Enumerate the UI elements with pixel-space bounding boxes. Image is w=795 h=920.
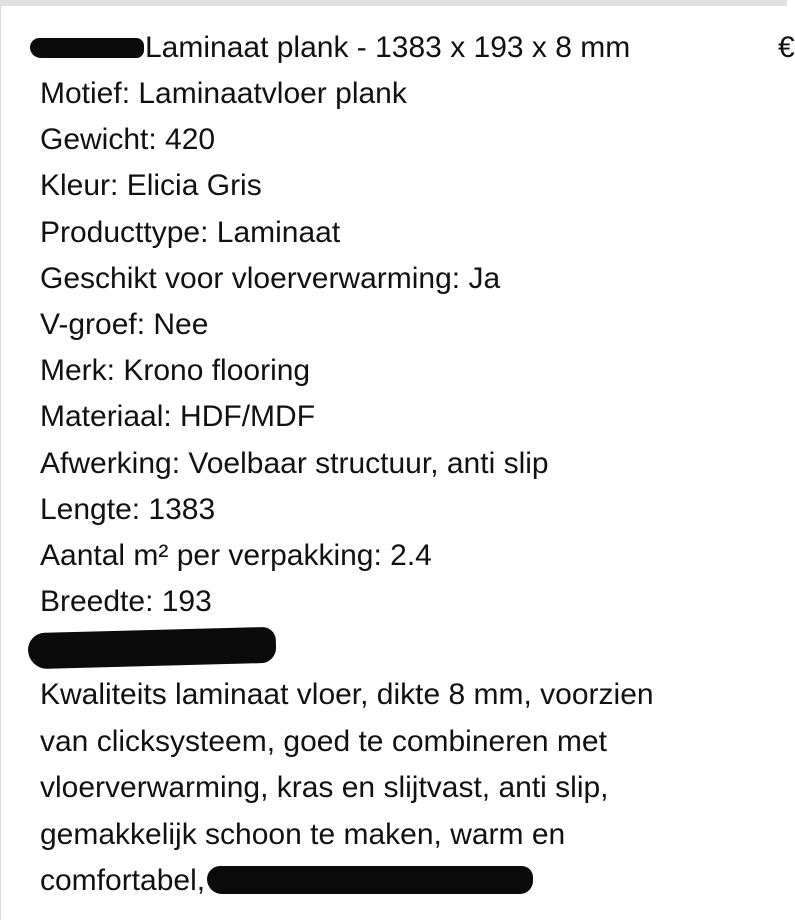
description-line: vloerverwarming, kras en slijtvast, anti slip, [40,771,609,804]
description-line: van clicksysteem, goed te combineren met [40,724,607,758]
redaction-mark [207,866,533,894]
redaction-mark [30,38,144,58]
price-symbol: € [778,31,795,64]
spec-gewicht: Gewicht: 420 [40,123,216,157]
description-line: Kwaliteits laminaat vloer, dikte 8 mm, voorzien [40,678,654,711]
spec-list [40,71,549,625]
description-last-line [40,858,760,905]
description-line: gemakkelijk schoon te maken, warm en [40,817,566,851]
spec-kleur: Kleur: Elicia Gris [40,169,262,203]
spec-materiaal: Materiaal: HDF/MDF [40,400,316,434]
redaction-mark [28,627,277,669]
spec-lengte: Lengte: 1383 [40,492,216,526]
product-title-row [30,26,630,70]
spec-aantal-m2: Aantal m² per verpakking: 2.4 [40,538,432,572]
spec-breedte: Breedte: 193 [40,585,212,619]
left-border [0,6,1,920]
description-line: comfortabel, [40,864,206,897]
spec-vloerverwarming: Geschikt voor vloerverwarming: Ja [40,261,501,295]
spec-motief: Motief: Laminaatvloer plank [40,77,407,110]
spec-v-groef: V-groef: Nee [40,307,209,341]
product-title: Laminaat plank - 1383 x 193 x 8 mm [145,31,631,64]
spec-producttype: Producttype: Laminaat [40,215,341,249]
top-divider [0,0,787,6]
spec-afwerking: Afwerking: Voelbaar structuur, anti slip [40,446,549,480]
spec-merk: Merk: Krono flooring [40,354,311,388]
product-description [40,672,760,905]
